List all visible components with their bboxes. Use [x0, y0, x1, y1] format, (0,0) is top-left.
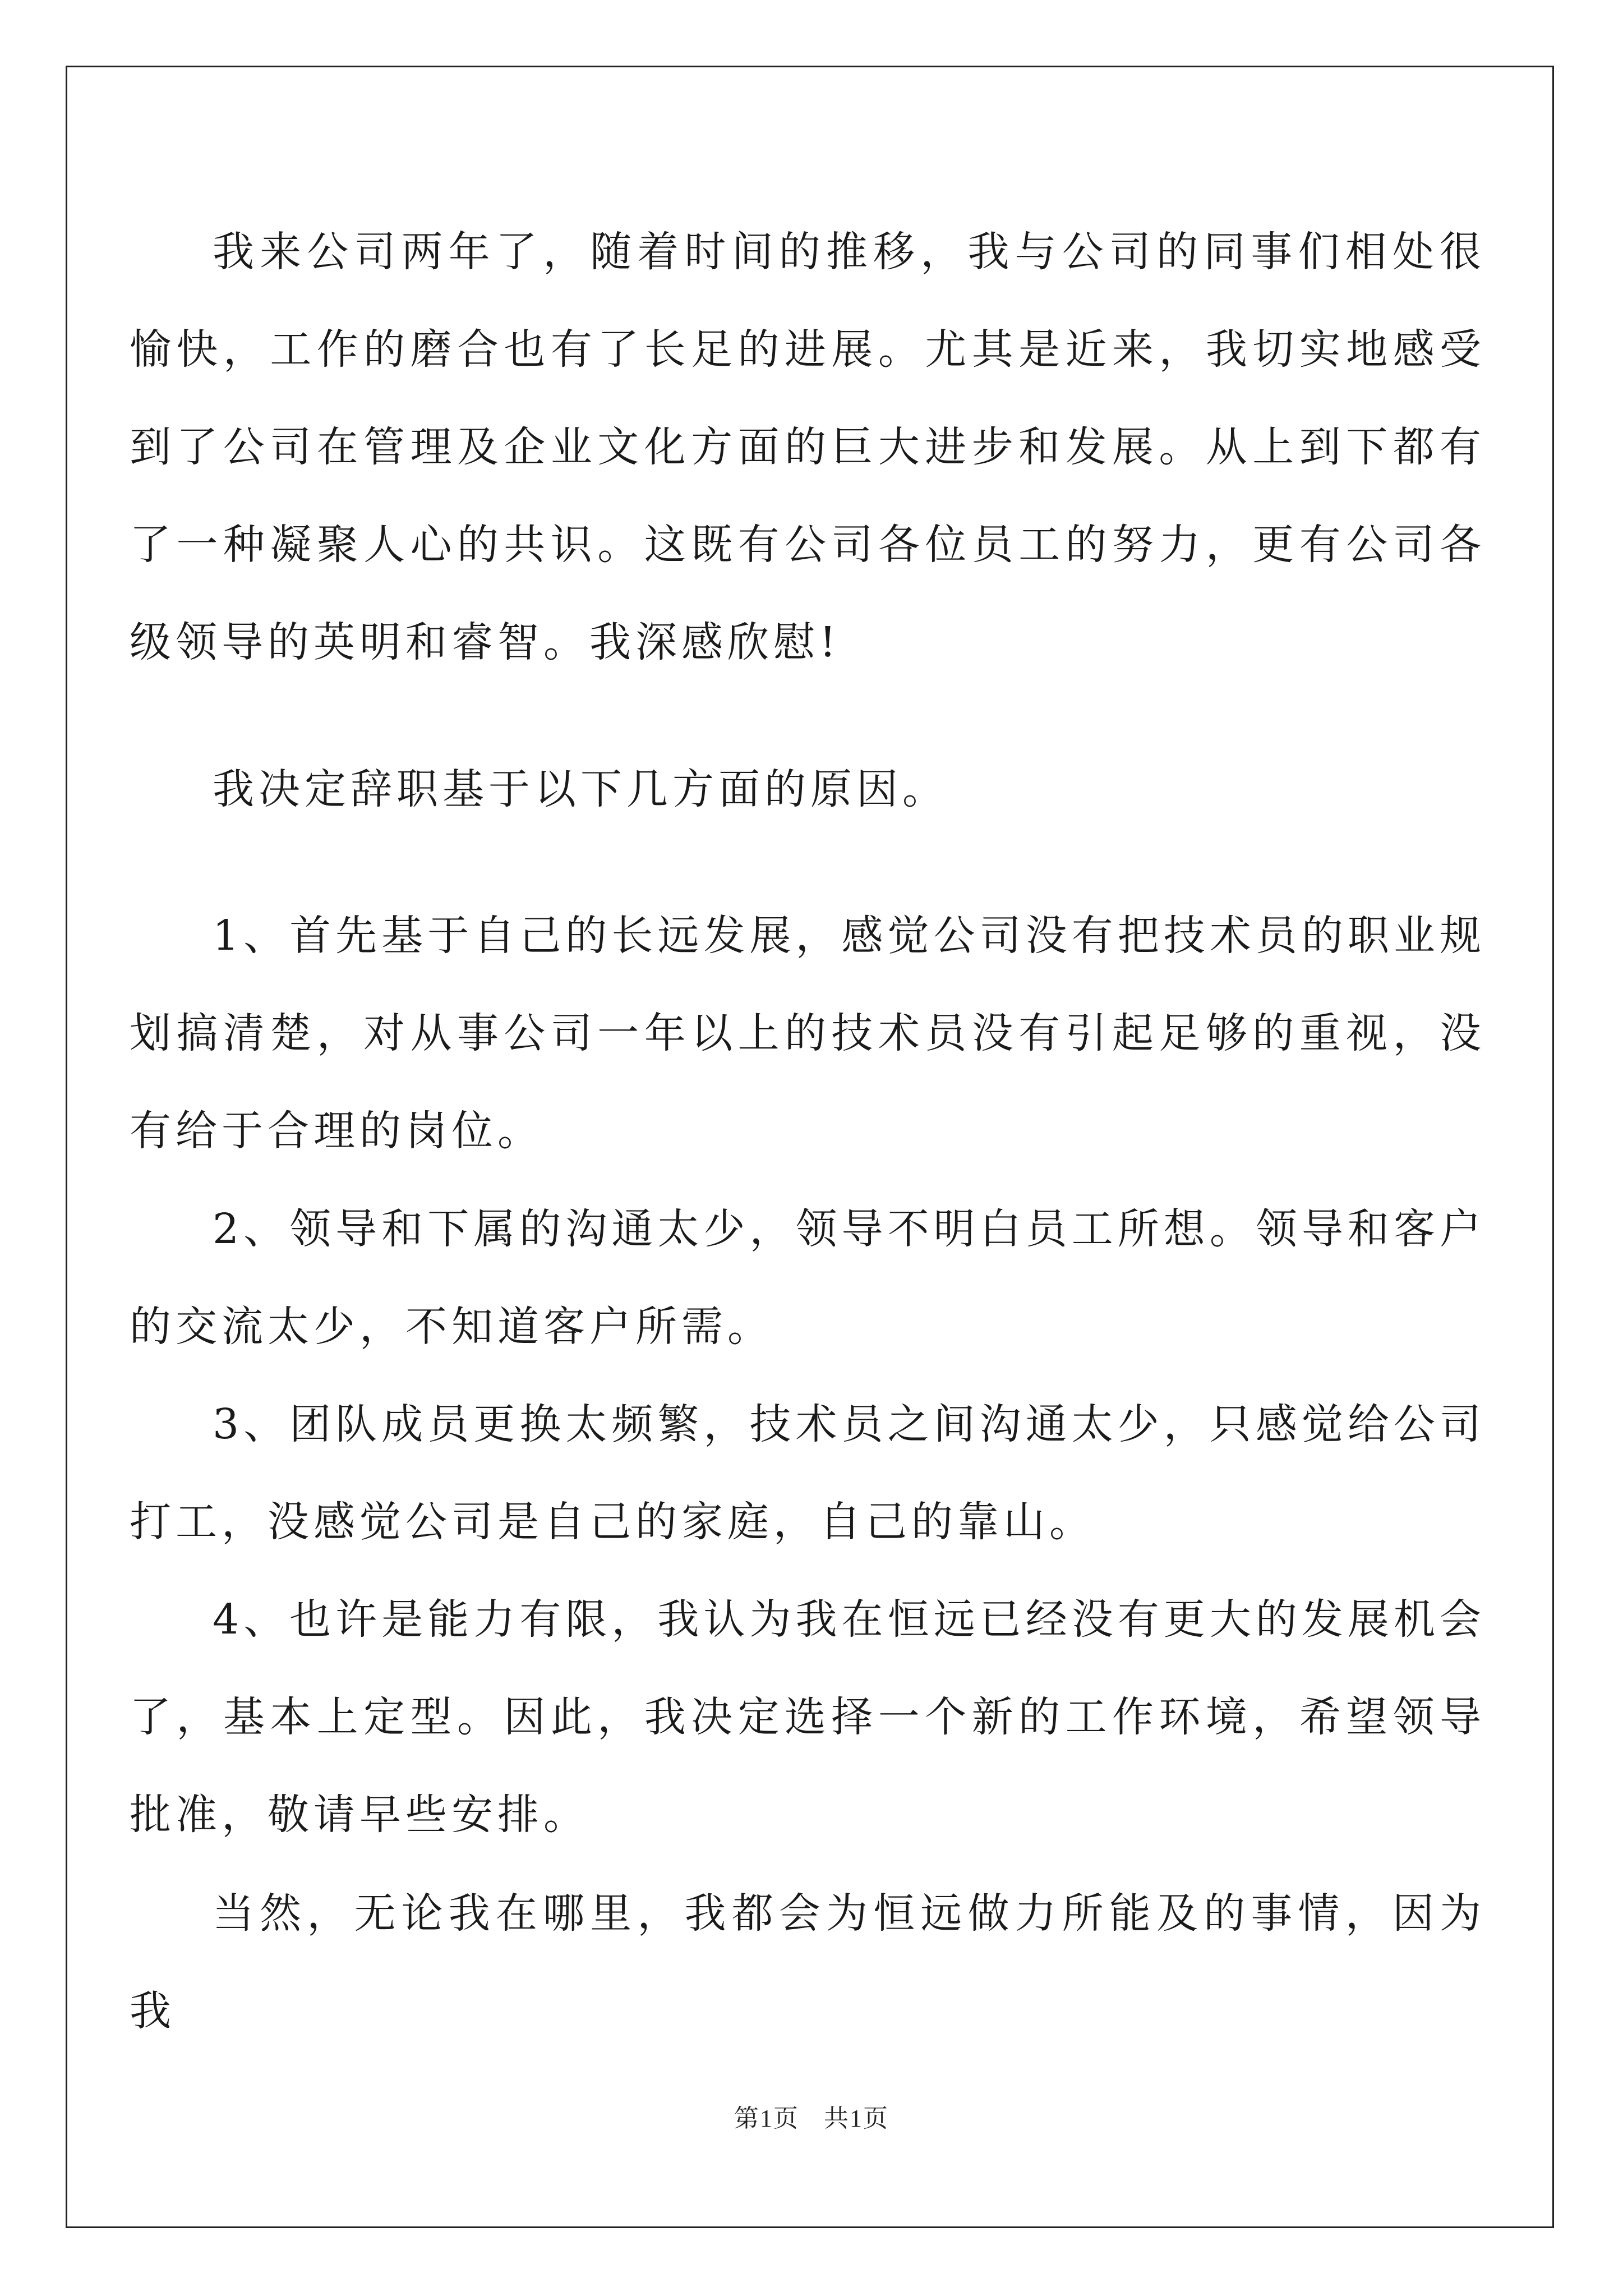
paragraph-reason-4: 4、也许是能力有限，我认为我在恒远已经没有更大的发展机会了，基本上定型。因此，我决定选择一个新的工作环境，希望领导批准，敬请早些安排。 — [130, 1595, 1486, 1839]
paragraph-closing: 当然，无论我在哪里，我都会为恒远做力所能及的事情，因为我 — [130, 1889, 1486, 2035]
paragraph-reason-3: 3、团队成员更换太频繁，技术员之间沟通太少，只感觉给公司打工，没感觉公司是自己的家庭，自己的靠山。 — [130, 1400, 1486, 1546]
paragraph-reason-2: 2、领导和下属的沟通太少，领导不明白员工所想。领导和客户的交流太少，不知道客户所需。 — [130, 1205, 1486, 1351]
page-number: 第1页 — [734, 2105, 799, 2132]
page-total: 共1页 — [824, 2105, 889, 2132]
paragraph-reason-1: 1、首先基于自己的长远发展，感觉公司没有把技术员的职业规划搞清楚，对从事公司一年以上的技术员没有引起足够的重视，没有给于合理的岗位。 — [130, 912, 1486, 1155]
paragraph-reasons-heading: 我决定辞职基于以下几方面的原因。 — [213, 765, 948, 813]
page-footer — [0, 2098, 1623, 2134]
paragraph-intro: 我来公司两年了，随着时间的推移，我与公司的同事们相处很愉快，工作的磨合也有了长足的进展。尤其是近来，我切实地感受到了公司在管理及企业文化方面的巨大进步和发展。从上到下都有了一种凝聚人心的共识。这既有公司各位员工的努力，更有公司各级领导的英明和睿智。我深感欣慰! — [130, 228, 1486, 666]
